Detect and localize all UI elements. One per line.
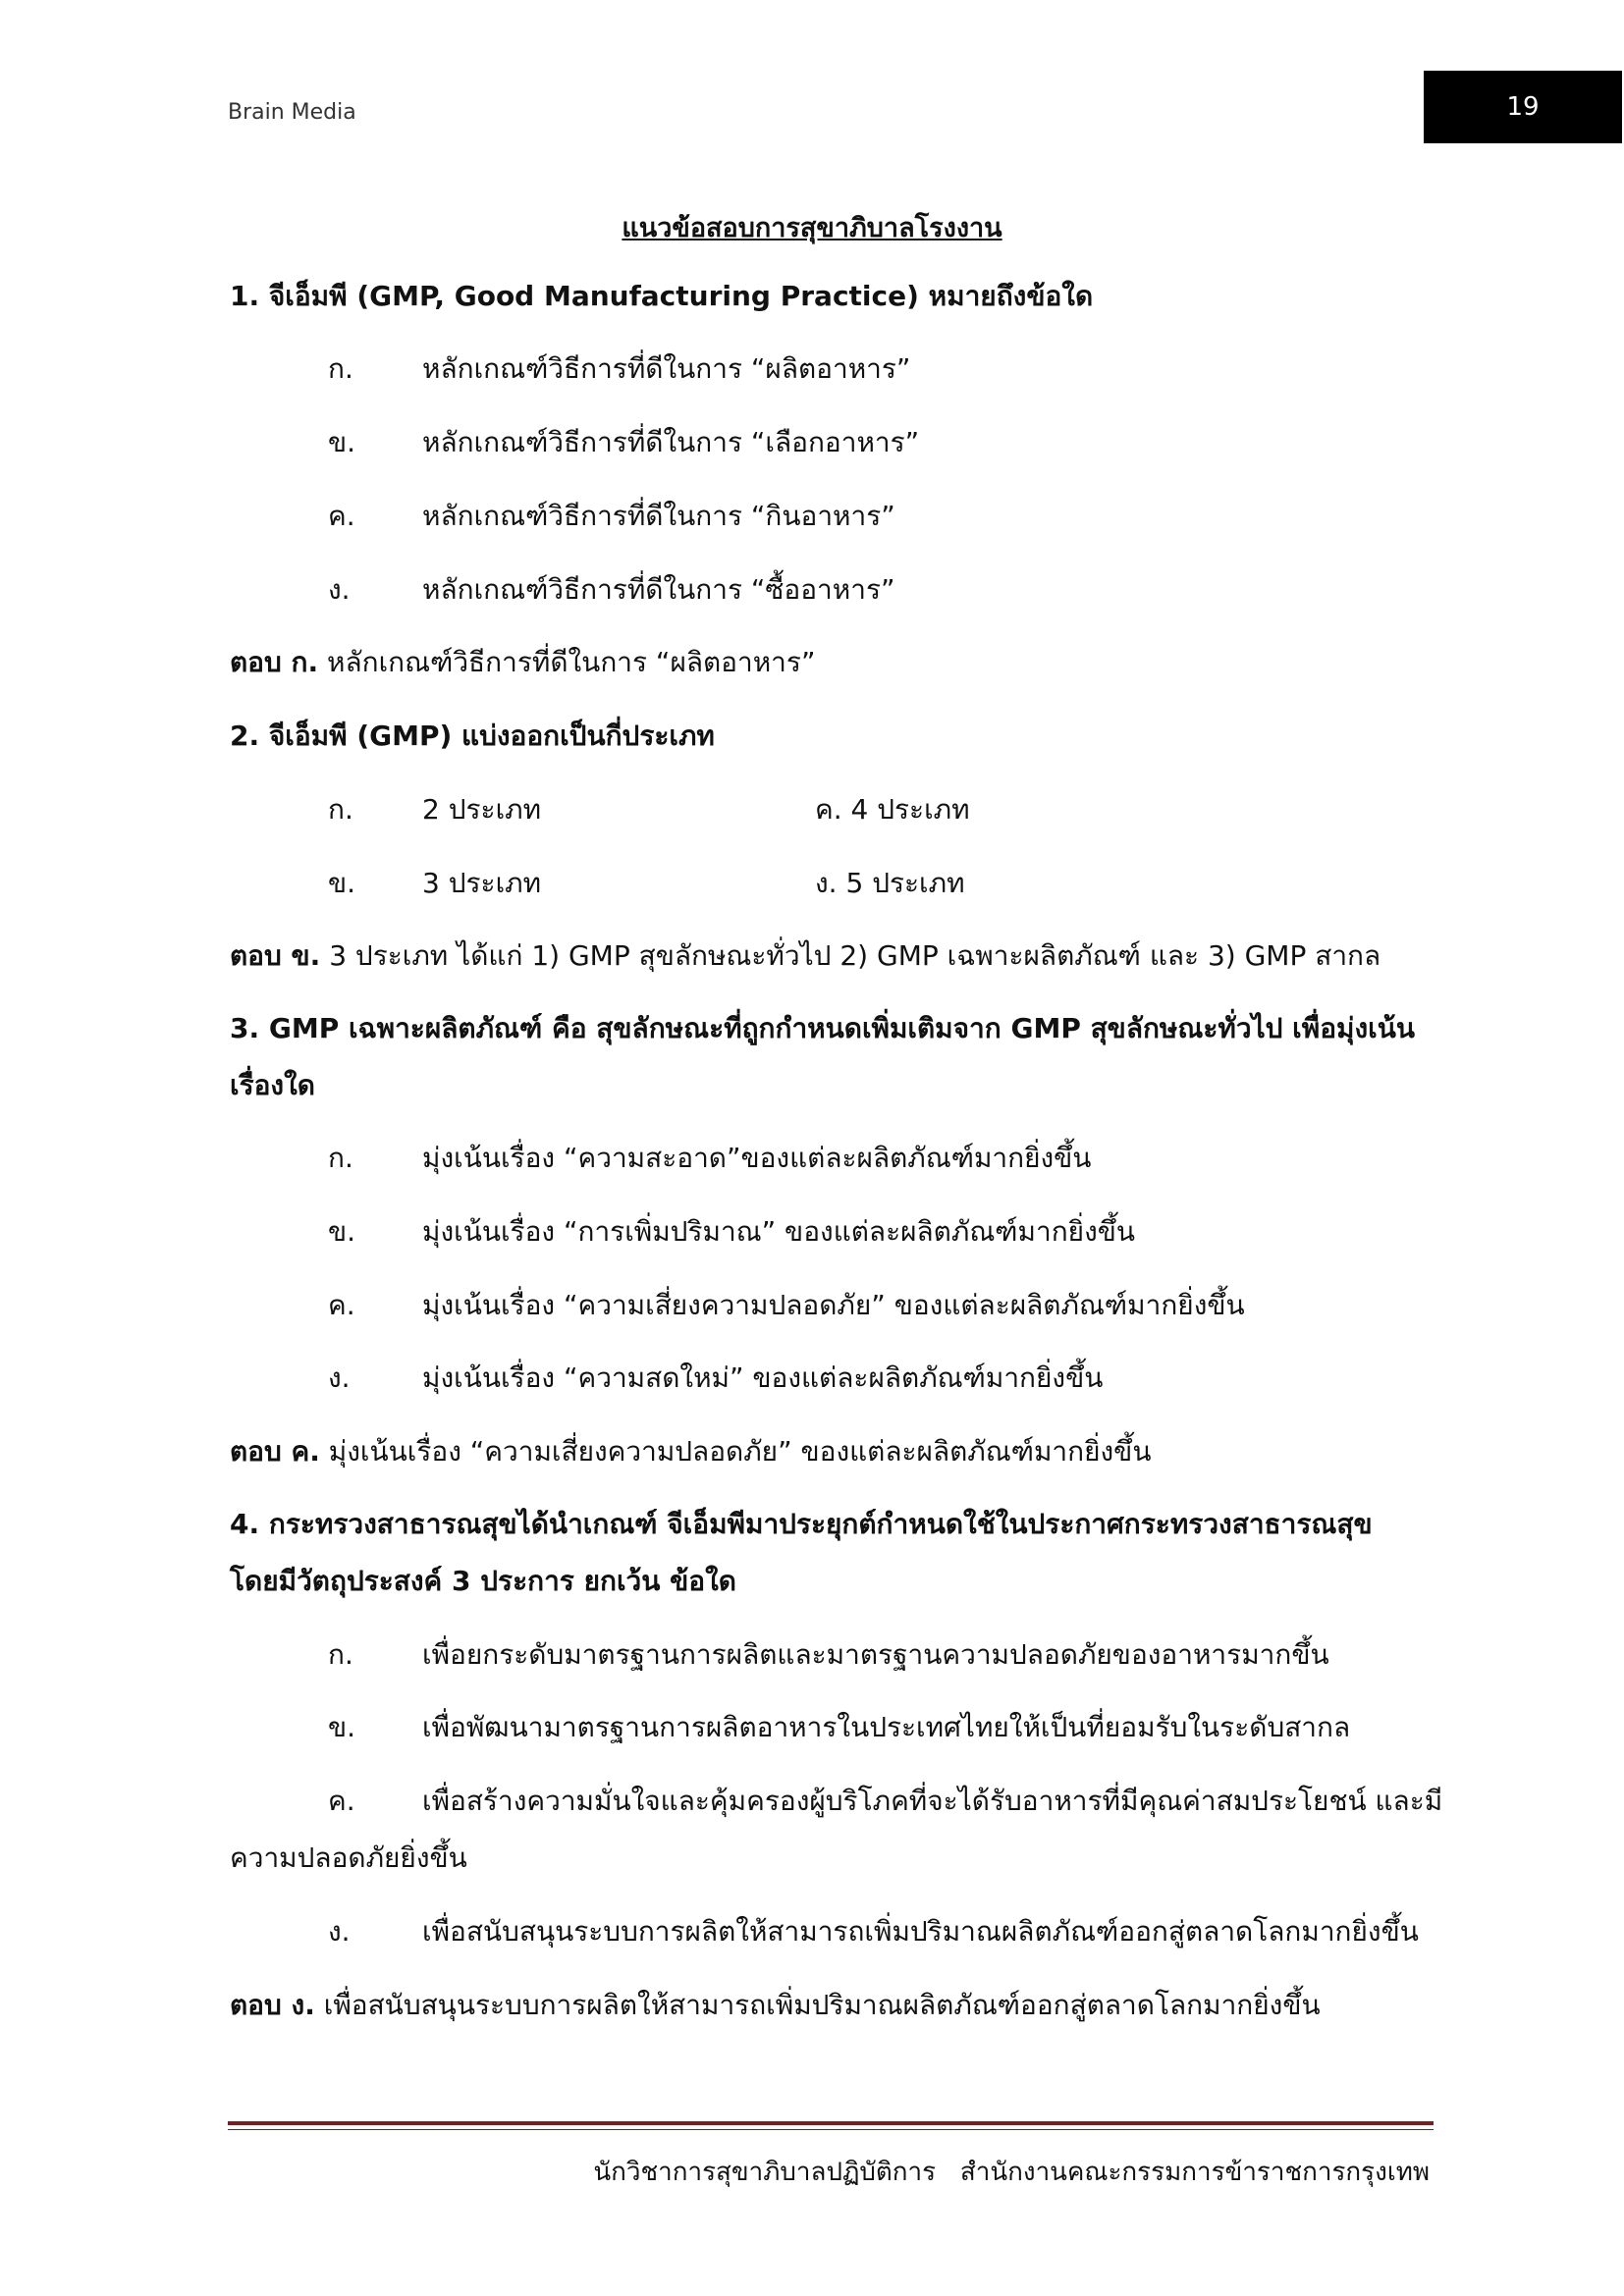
question-2: 2. จีเอ็มพี (GMP) แบ่งออกเป็นกี่ประเภท bbox=[230, 720, 715, 752]
q1-option-b-text: หลักเกณฑ์วิธีการที่ดีในการ “เลือกอาหาร” bbox=[422, 426, 920, 458]
q4-option-c-text: เพื่อสร้างความมั่นใจและคุ้มครองผู้บริโภคที่จะได้รับอาหารที่มีคุณค่าสมประโยชน์ และมี bbox=[422, 1785, 1443, 1817]
q3-answer-prefix: ตอบ ค. bbox=[230, 1435, 320, 1468]
q4-answer-prefix: ตอบ ง. bbox=[230, 1989, 315, 2021]
header-brand: Brain Media bbox=[228, 100, 356, 125]
q1-option-c-text: หลักเกณฑ์วิธีการที่ดีในการ “กินอาหาร” bbox=[422, 500, 895, 532]
page-number: 19 bbox=[1506, 92, 1540, 122]
question-4-line-1: 4. กระทรวงสาธารณสุขได้นำเกณฑ์ จีเอ็มพีมาประยุกต์กำหนดใช้ในประกาศกระทรวงสาธารณสุข bbox=[230, 1508, 1373, 1540]
q3-answer bbox=[230, 1432, 1151, 1471]
q3-option-c-text: มุ่งเน้นเรื่อง “ความเสี่ยงความปลอดภัย” ของแต่ละผลิตภัณฑ์มากยิ่งขึ้น bbox=[422, 1289, 1245, 1321]
q3-option-b-label: ข. bbox=[328, 1215, 356, 1248]
q3-option-d-text: มุ่งเน้นเรื่อง “ความสดใหม่” ของแต่ละผลิตภัณฑ์มากยิ่งขึ้น bbox=[422, 1362, 1104, 1394]
q1-option-a-text: หลักเกณฑ์วิธีการที่ดีในการ “ผลิตอาหาร” bbox=[422, 352, 911, 385]
q2-answer-prefix: ตอบ ข. bbox=[230, 939, 321, 972]
question-3-line-2: เรื่องใด bbox=[230, 1069, 315, 1101]
q1-option-d-label: ง. bbox=[328, 573, 351, 606]
q3-option-d-label: ง. bbox=[328, 1362, 351, 1394]
q1-option-d-text: หลักเกณฑ์วิธีการที่ดีในการ “ซื้ออาหาร” bbox=[422, 573, 895, 606]
q2-option-c-text: ค. 4 ประเภท bbox=[815, 793, 970, 826]
q4-option-d-text: เพื่อสนับสนุนระบบการผลิตให้สามารถเพิ่มปริมาณผลิตภัณฑ์ออกสู่ตลาดโลกมากยิ่งขึ้น bbox=[422, 1915, 1419, 1948]
q2-answer-text: 3 ประเภท ได้แก่ 1) GMP สุขลักษณะทั่วไป 2) GMP เฉพาะผลิตภัณฑ์ และ 3) GMP สากล bbox=[320, 939, 1381, 972]
q4-option-d-label: ง. bbox=[328, 1915, 351, 1948]
q1-answer-text: หลักเกณฑ์วิธีการที่ดีในการ “ผลิตอาหาร” bbox=[318, 646, 816, 678]
q2-option-b-text: 3 ประเภท bbox=[422, 867, 542, 899]
q4-option-c-label: ค. bbox=[328, 1785, 355, 1817]
page-title: แนวข้อสอบการสุขาภิบาลโรงงาน bbox=[622, 213, 1002, 243]
q1-option-b-label: ข. bbox=[328, 426, 356, 458]
q2-answer bbox=[230, 936, 1380, 976]
q1-option-a-label: ก. bbox=[328, 352, 353, 385]
question-3-line-1: 3. GMP เฉพาะผลิตภัณฑ์ คือ สุขลักษณะที่ถูกกำหนดเพิ่มเติมจาก GMP สุขลักษณะทั่วไป เพื่อมุ่งเน้น bbox=[230, 1012, 1416, 1044]
q4-answer bbox=[230, 1986, 1321, 2025]
q4-option-b-label: ข. bbox=[328, 1711, 356, 1743]
q2-option-a-label: ก. bbox=[328, 793, 353, 826]
q2-option-d-text: ง. 5 ประเภท bbox=[815, 867, 965, 899]
q4-option-c-continuation: ความปลอดภัยยิ่งขึ้น bbox=[230, 1842, 467, 1874]
q4-option-a-text: เพื่อยกระดับมาตรฐานการผลิตและมาตรฐานความปลอดภัยของอาหารมากขึ้น bbox=[422, 1638, 1329, 1671]
q3-answer-text: มุ่งเน้นเรื่อง “ความเสี่ยงความปลอดภัย” ของแต่ละผลิตภัณฑ์มากยิ่งขึ้น bbox=[319, 1435, 1152, 1468]
q1-option-c-label: ค. bbox=[328, 500, 355, 532]
q3-option-c-label: ค. bbox=[328, 1289, 355, 1321]
question-1: 1. จีเอ็มพี (GMP, Good Manufacturing Practice) หมายถึงข้อใด bbox=[230, 280, 1094, 312]
q3-option-b-text: มุ่งเน้นเรื่อง “การเพิ่มปริมาณ” ของแต่ละผลิตภัณฑ์มากยิ่งขึ้น bbox=[422, 1215, 1136, 1248]
q3-option-a-text: มุ่งเน้นเรื่อง “ความสะอาด”ของแต่ละผลิตภัณฑ์มากยิ่งขึ้น bbox=[422, 1142, 1092, 1174]
q2-option-b-label: ข. bbox=[328, 867, 356, 899]
question-4-line-2: โดยมีวัตถุประสงค์ 3 ประการ ยกเว้น ข้อใด bbox=[230, 1565, 736, 1597]
q3-option-a-label: ก. bbox=[328, 1142, 353, 1174]
footer-rule-thick bbox=[228, 2121, 1434, 2125]
page-number-badge bbox=[1424, 71, 1622, 143]
footer-rule-thin bbox=[228, 2129, 1434, 2130]
q2-option-a-text: 2 ประเภท bbox=[422, 793, 542, 826]
q4-answer-text: เพื่อสนับสนุนระบบการผลิตให้สามารถเพิ่มปริมาณผลิตภัณฑ์ออกสู่ตลาดโลกมากยิ่งขึ้น bbox=[314, 1989, 1321, 2021]
q1-answer bbox=[230, 643, 815, 682]
q4-option-b-text: เพื่อพัฒนามาตรฐานการผลิตอาหารในประเทศไทยให้เป็นที่ยอมรับในระดับสากล bbox=[422, 1711, 1351, 1743]
q1-answer-prefix: ตอบ ก. bbox=[230, 646, 319, 678]
q4-option-a-label: ก. bbox=[328, 1638, 353, 1671]
footer-text: นักวิชาการสุขาภิบาลปฏิบัติการ สำนักงานคณะกรรมการข้าราชการกรุงเทพ bbox=[593, 2158, 1430, 2187]
